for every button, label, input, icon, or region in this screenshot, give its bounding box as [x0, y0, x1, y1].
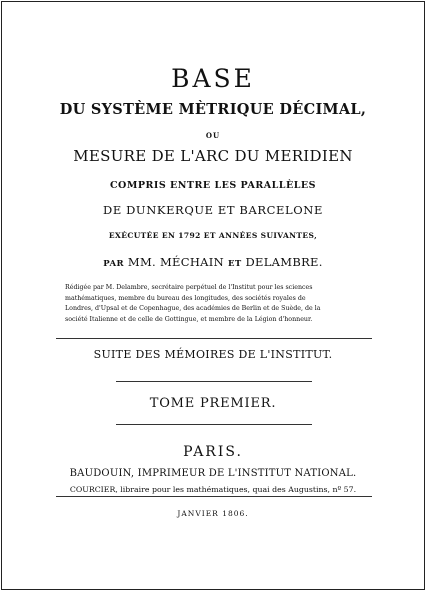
printer-line: BAUDOUIN, IMPRIMEUR DE L'INSTITUT NATIONAL. — [69, 468, 357, 479]
divider-rule — [116, 381, 312, 382]
authors-et: ET — [227, 259, 242, 269]
editor-note — [65, 283, 361, 325]
series-line: SUITE DES MÉMOIRES DE L'INSTITUT. — [93, 348, 333, 361]
city-line: PARIS. — [183, 444, 243, 460]
divider-rule — [116, 424, 312, 425]
authors-par: PAR — [103, 259, 124, 269]
subtitle-line-2: MESURE DE L'ARC DU MERIDIEN — [73, 147, 353, 165]
subtitle-line-1: DU SYSTÈME MÈTRIQUE DÉCIMAL, — [59, 101, 367, 118]
bookseller-line: COURCIER, libraire pour les mathématiques, quai des Augustins, nº 57. — [69, 485, 357, 494]
places-line: DE DUNKERQUE ET BARCELONE — [103, 203, 323, 217]
divider-rule — [56, 338, 372, 339]
book-title: BASE — [171, 64, 255, 93]
note-line-4: société Italienne et de celle de Gottingue, et membre de la Légion d'honneur. — [65, 315, 313, 323]
authors-line — [0, 257, 426, 269]
compris-line: COMPRIS ENTRE LES PARALLÈLES — [110, 180, 316, 191]
volume-line: TOME PREMIER. — [149, 396, 277, 411]
executed-line: EXÉCUTÉE EN 1792 ET ANNÉES SUIVANTES, — [108, 231, 318, 240]
note-line-2: mathématiques, membre du bureau des longitudes, des sociétés royales de — [65, 294, 306, 302]
authors-mechain: MM. MÉCHAIN — [127, 255, 224, 269]
authors-delambre: DELAMBRE. — [245, 255, 323, 269]
date-line: JANVIER 1806. — [177, 509, 249, 518]
note-line-1: Rédigée par M. Delambre, secrétaire perpétuel de l'Institut pour les sciences — [65, 284, 313, 291]
divider-rule — [56, 496, 372, 497]
note-line-3: Londres, d'Upsal et de Copenhague, des académies de Berlin et de Suède, de la — [65, 305, 321, 313]
conjunction-ou: OU — [205, 131, 221, 140]
